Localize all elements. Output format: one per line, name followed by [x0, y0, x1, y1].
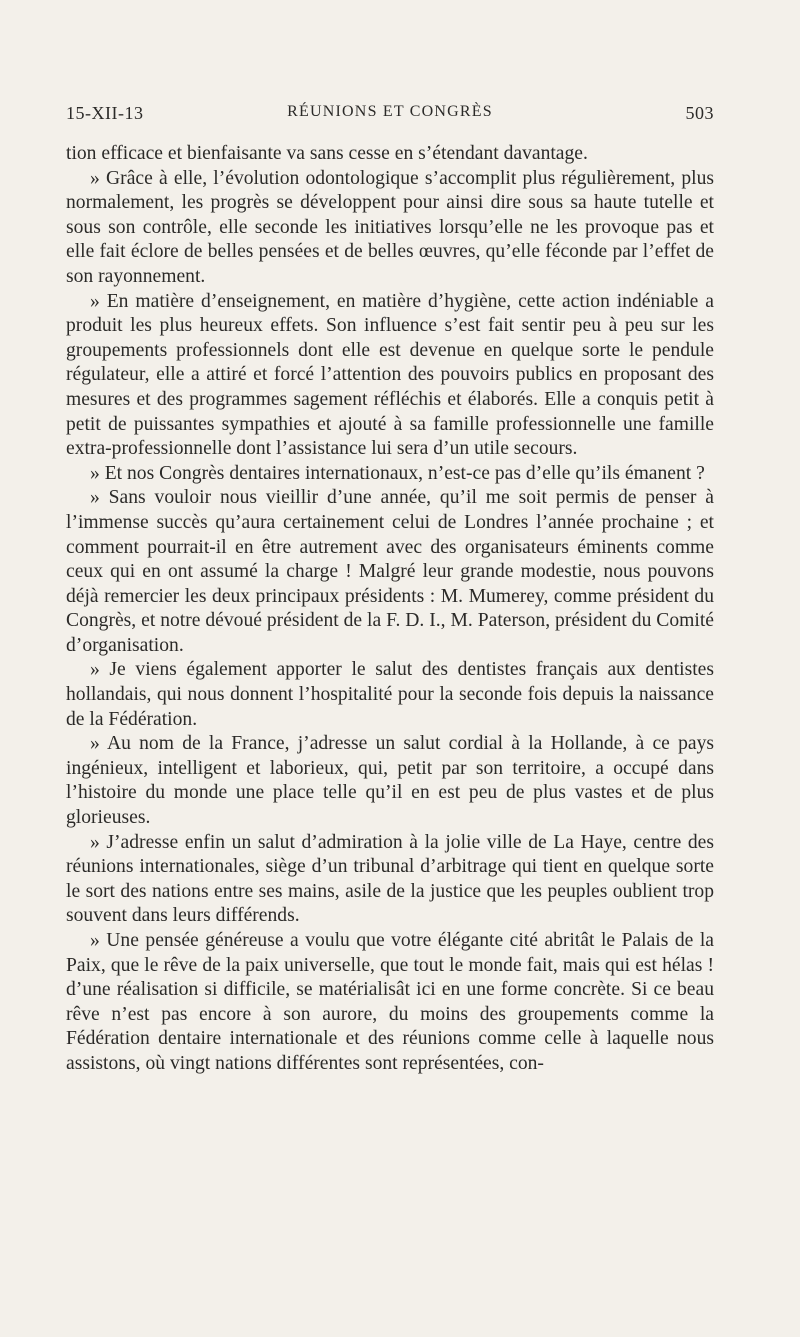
paragraph-continuation: tion efficace et bienfaisante va sans cesse en s’étendant davantage. — [66, 143, 588, 164]
paragraph: » En matière d’enseignement, en matière d’hygiène, cette action indéniable a produit les plus heureux effets. Son influence s’est fait sentir peu à peu sur les groupements professionnels dont elle est devenue en quelque sorte le pendule régulateur, elle a attiré et forcé l’attention des pouvoirs publics en proposant des mesures et des programmes sagement réfléchis et élaborés. Elle a conquis petit à petit de puissantes sympathies et ajouté à sa famille professionnelle une famille extra-professionnelle dont l’assistance lui sera d’un utile secours. — [66, 290, 714, 460]
paragraph: » Je viens également apporter le salut des dentistes français aux dentistes hollandais, qui nous donnent l’hospitalité pour la seconde fois depuis la naissance de la Fédération. — [66, 659, 714, 730]
body-text — [66, 142, 714, 1077]
page-number: 503 — [685, 103, 714, 123]
book-page — [66, 103, 714, 1077]
paragraph: » Sans vouloir nous vieillir d’une année, qu’il me soit permis de penser à l’immense succès qu’aura certainement celui de Londres l’année prochaine ; et comment pourrait-il en être autrement avec des organisateurs éminents comme ceux qui en ont assumé la charge ! Malgré leur grande modestie, nous pouvons déjà remercier les deux principaux présidents : M. Mumerey, comme président du Congrès, et notre dévoué président de la F. D. I., M. Paterson, président du Comité d’organisation. — [66, 487, 714, 656]
paragraph: » Et nos Congrès dentaires internationaux, n’est-ce pas d’elle qu’ils émanent ? — [90, 462, 705, 484]
paragraph: » Une pensée généreuse a voulu que votre élégante cité abritât le Palais de la Paix, que le rêve de la paix universelle, que tout le monde fait, mais qui est hélas ! d’une réalisation si difficile, se matérialisât ici en une forme concrète. Si ce beau rêve n’est pas encore à son aurore, du moins des groupements comme la Fédération dentaire internationale et des réunions comme celle à laquelle nous assistons, où vingt nations différentes sont représentées, con- — [66, 930, 714, 1074]
paragraph: » J’adresse enfin un salut d’admiration à la jolie ville de La Haye, centre des réunions internationales, siège d’un tribunal d’arbitrage qui tient en quelque sorte le sort des nations entre ses mains, asile de la justice que les peuples oublient trop souvent dans leurs différends. — [66, 831, 714, 927]
header-date: 15-XII-13 — [66, 103, 144, 123]
running-header — [66, 103, 714, 133]
paragraph: » Au nom de la France, j’adresse un salut cordial à la Hollande, à ce pays ingénieux, intelligent et laborieux, qui, petit par son territoire, a occupé dans l’histoire du monde une place telle qu’il en est peu de plus vastes et de plus glorieuses. — [66, 733, 714, 829]
paragraph: » Grâce à elle, l’évolution odontologique s’accomplit plus régulièrement, plus normalement, les progrès se développent pour ainsi dire sous sa haute tutelle et sous son contrôle, elle seconde les initiatives lorsqu’elle ne les provoque pas et elle fait éclore de belles pensées et de belles œuvres, qu’elle féconde par l’effet de son rayonnement. — [66, 167, 714, 287]
header-section-title: RÉUNIONS ET CONGRÈS — [287, 103, 493, 120]
